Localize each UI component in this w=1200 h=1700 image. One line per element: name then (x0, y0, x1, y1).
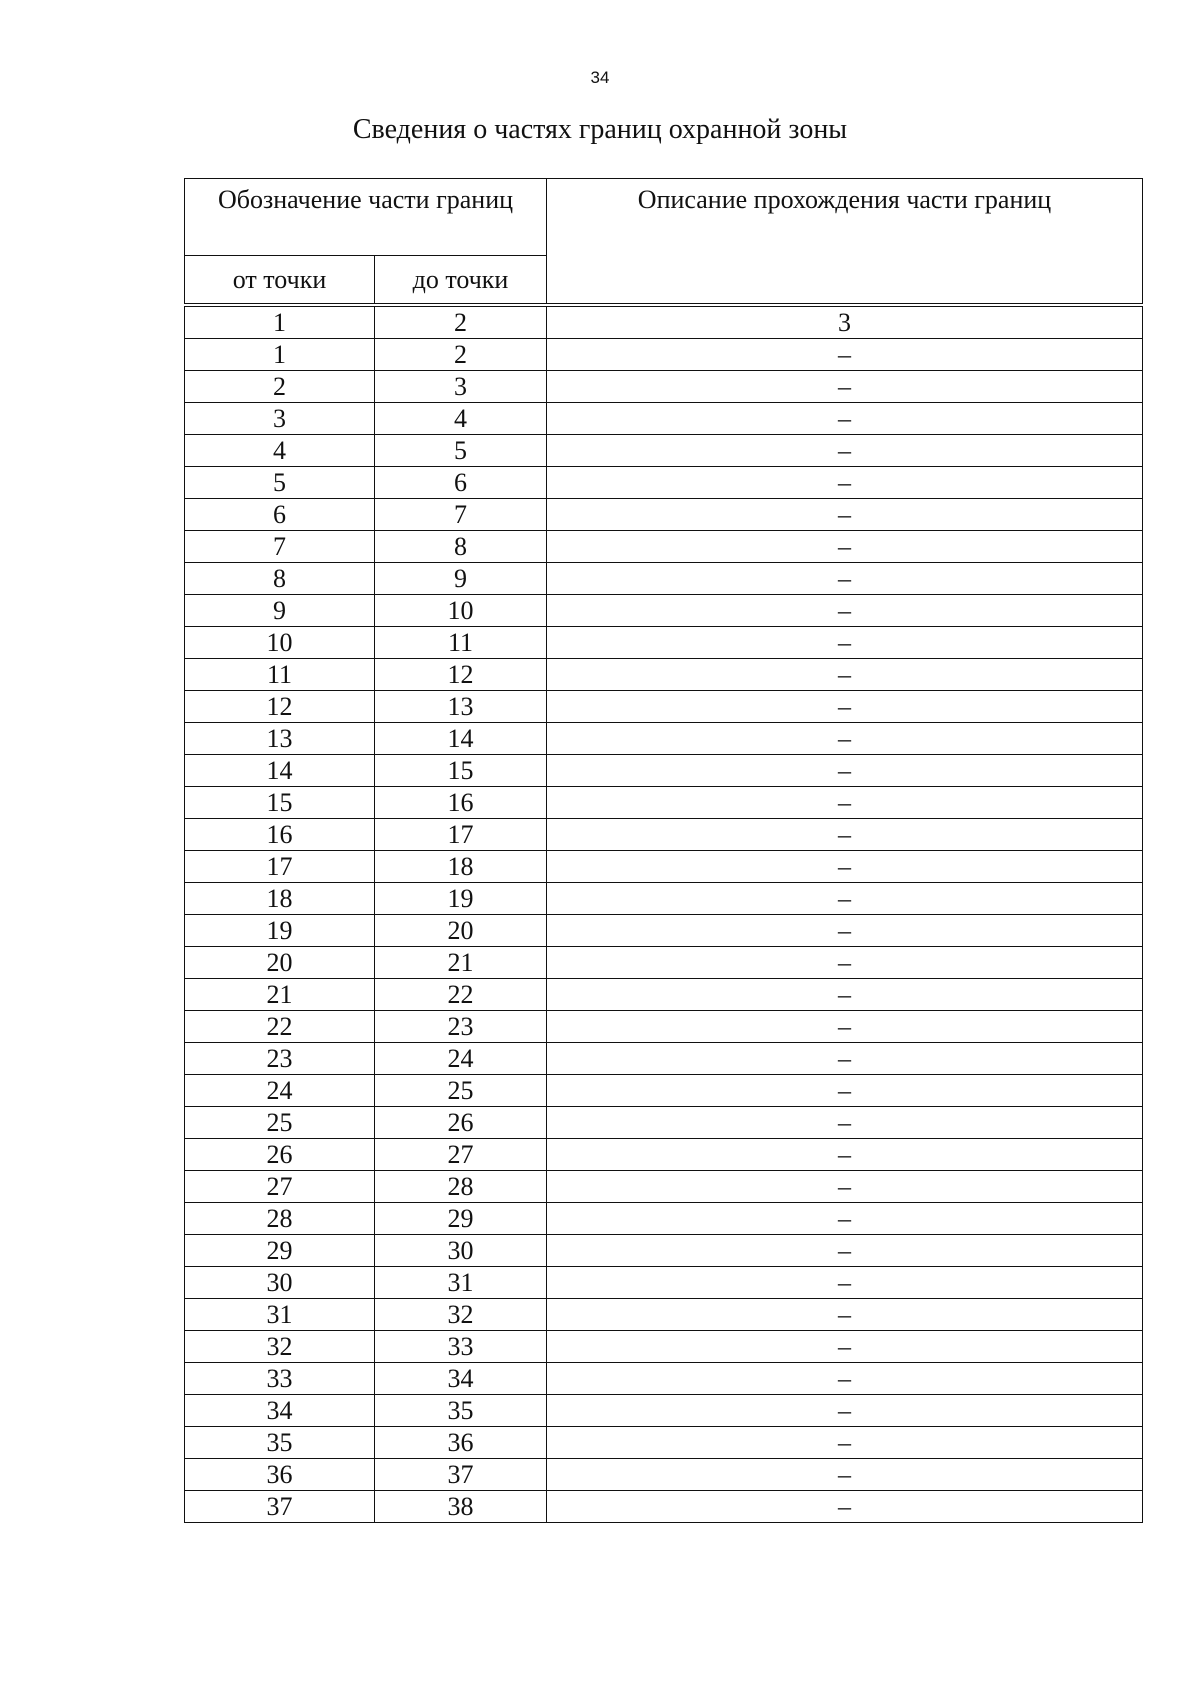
to-point-cell: 10 (375, 595, 547, 627)
header-to-point: до точки (375, 256, 547, 304)
table-row (185, 979, 1143, 1011)
description-cell: – (547, 1107, 1143, 1139)
from-point-cell: 28 (185, 1203, 375, 1235)
table-row (185, 691, 1143, 723)
from-point-cell: 13 (185, 723, 375, 755)
table-row (185, 1171, 1143, 1203)
to-point-cell: 28 (375, 1171, 547, 1203)
description-cell: – (547, 851, 1143, 883)
description-cell: – (547, 915, 1143, 947)
to-point-cell: 27 (375, 1139, 547, 1171)
to-point-cell: 9 (375, 563, 547, 595)
from-point-cell: 7 (185, 531, 375, 563)
from-point-cell: 26 (185, 1139, 375, 1171)
description-cell: – (547, 1427, 1143, 1459)
to-point-cell: 12 (375, 659, 547, 691)
from-point-cell: 23 (185, 1043, 375, 1075)
to-point-cell: 26 (375, 1107, 547, 1139)
description-cell: – (547, 1267, 1143, 1299)
column-number: 3 (547, 307, 1143, 339)
description-cell: – (547, 1235, 1143, 1267)
description-cell: – (547, 1331, 1143, 1363)
description-cell: – (547, 595, 1143, 627)
description-cell: – (547, 979, 1143, 1011)
to-point-cell: 5 (375, 435, 547, 467)
table-row (185, 1363, 1143, 1395)
description-cell: – (547, 339, 1143, 371)
to-point-cell: 4 (375, 403, 547, 435)
to-point-cell: 20 (375, 915, 547, 947)
description-cell: – (547, 1011, 1143, 1043)
from-point-cell: 4 (185, 435, 375, 467)
table-row (185, 1011, 1143, 1043)
table-row (185, 819, 1143, 851)
from-point-cell: 9 (185, 595, 375, 627)
from-point-cell: 37 (185, 1491, 375, 1523)
from-point-cell: 25 (185, 1107, 375, 1139)
table-row (185, 1459, 1143, 1491)
description-cell: – (547, 1043, 1143, 1075)
from-point-cell: 19 (185, 915, 375, 947)
column-number-row (185, 307, 1143, 339)
from-point-cell: 17 (185, 851, 375, 883)
from-point-cell: 10 (185, 627, 375, 659)
from-point-cell: 1 (185, 339, 375, 371)
from-point-cell: 30 (185, 1267, 375, 1299)
description-cell: – (547, 819, 1143, 851)
from-point-cell: 32 (185, 1331, 375, 1363)
table-row (185, 1075, 1143, 1107)
from-point-cell: 33 (185, 1363, 375, 1395)
table-body (185, 339, 1143, 1523)
table-row (185, 659, 1143, 691)
table-row (185, 1427, 1143, 1459)
table-row (185, 1299, 1143, 1331)
page-number: 34 (590, 68, 610, 87)
table-row (185, 755, 1143, 787)
from-point-cell: 29 (185, 1235, 375, 1267)
table-row (185, 339, 1143, 371)
from-point-cell: 34 (185, 1395, 375, 1427)
description-cell: – (547, 1299, 1143, 1331)
to-point-cell: 13 (375, 691, 547, 723)
from-point-cell: 5 (185, 467, 375, 499)
from-point-cell: 18 (185, 883, 375, 915)
to-point-cell: 22 (375, 979, 547, 1011)
description-cell: – (547, 499, 1143, 531)
to-point-cell: 8 (375, 531, 547, 563)
to-point-cell: 37 (375, 1459, 547, 1491)
from-point-cell: 27 (185, 1171, 375, 1203)
description-cell: – (547, 883, 1143, 915)
description-cell: – (547, 1075, 1143, 1107)
table-row (185, 627, 1143, 659)
table-header (185, 179, 1143, 339)
from-point-cell: 31 (185, 1299, 375, 1331)
to-point-cell: 19 (375, 883, 547, 915)
table-row (185, 947, 1143, 979)
description-cell: – (547, 627, 1143, 659)
from-point-cell: 11 (185, 659, 375, 691)
to-point-cell: 35 (375, 1395, 547, 1427)
to-point-cell: 18 (375, 851, 547, 883)
table-row (185, 1395, 1143, 1427)
from-point-cell: 6 (185, 499, 375, 531)
table-row (185, 723, 1143, 755)
description-cell: – (547, 1139, 1143, 1171)
description-cell: – (547, 659, 1143, 691)
description-cell: – (547, 787, 1143, 819)
from-point-cell: 36 (185, 1459, 375, 1491)
description-cell: – (547, 691, 1143, 723)
table-row (185, 403, 1143, 435)
to-point-cell: 21 (375, 947, 547, 979)
to-point-cell: 38 (375, 1491, 547, 1523)
to-point-cell: 11 (375, 627, 547, 659)
to-point-cell: 7 (375, 499, 547, 531)
from-point-cell: 20 (185, 947, 375, 979)
description-cell: – (547, 755, 1143, 787)
description-cell: – (547, 1395, 1143, 1427)
boundary-parts-table (184, 178, 1143, 1523)
from-point-cell: 12 (185, 691, 375, 723)
description-cell: – (547, 403, 1143, 435)
table-row (185, 883, 1143, 915)
page-title: Сведения о частях границ охранной зоны (352, 114, 848, 145)
column-number: 2 (375, 307, 547, 339)
table-row (185, 915, 1143, 947)
to-point-cell: 6 (375, 467, 547, 499)
table-row (185, 499, 1143, 531)
description-cell: – (547, 1363, 1143, 1395)
to-point-cell: 24 (375, 1043, 547, 1075)
description-cell: – (547, 531, 1143, 563)
to-point-cell: 25 (375, 1075, 547, 1107)
table-row (185, 851, 1143, 883)
description-cell: – (547, 947, 1143, 979)
header-from-point: от точки (185, 256, 375, 304)
description-cell: – (547, 467, 1143, 499)
description-cell: – (547, 723, 1143, 755)
to-point-cell: 31 (375, 1267, 547, 1299)
to-point-cell: 17 (375, 819, 547, 851)
from-point-cell: 35 (185, 1427, 375, 1459)
to-point-cell: 34 (375, 1363, 547, 1395)
table-row (185, 563, 1143, 595)
from-point-cell: 8 (185, 563, 375, 595)
description-cell: – (547, 1203, 1143, 1235)
table-row (185, 595, 1143, 627)
to-point-cell: 32 (375, 1299, 547, 1331)
from-point-cell: 16 (185, 819, 375, 851)
header-boundary-part-designation: Обозначение части границ (185, 179, 547, 256)
to-point-cell: 36 (375, 1427, 547, 1459)
description-cell: – (547, 435, 1143, 467)
to-point-cell: 3 (375, 371, 547, 403)
column-number: 1 (185, 307, 375, 339)
from-point-cell: 24 (185, 1075, 375, 1107)
to-point-cell: 33 (375, 1331, 547, 1363)
table-row (185, 371, 1143, 403)
table-row (185, 1043, 1143, 1075)
table-row (185, 1235, 1143, 1267)
table-row (185, 467, 1143, 499)
from-point-cell: 22 (185, 1011, 375, 1043)
table-row (185, 531, 1143, 563)
table-row (185, 1107, 1143, 1139)
table-row (185, 1203, 1143, 1235)
to-point-cell: 14 (375, 723, 547, 755)
from-point-cell: 14 (185, 755, 375, 787)
to-point-cell: 16 (375, 787, 547, 819)
from-point-cell: 21 (185, 979, 375, 1011)
header-boundary-description: Описание прохождения части границ (547, 179, 1143, 304)
to-point-cell: 30 (375, 1235, 547, 1267)
description-cell: – (547, 1491, 1143, 1523)
table-row (185, 1331, 1143, 1363)
to-point-cell: 15 (375, 755, 547, 787)
table-row (185, 1139, 1143, 1171)
to-point-cell: 23 (375, 1011, 547, 1043)
description-cell: – (547, 1171, 1143, 1203)
to-point-cell: 2 (375, 339, 547, 371)
from-point-cell: 2 (185, 371, 375, 403)
description-cell: – (547, 1459, 1143, 1491)
from-point-cell: 15 (185, 787, 375, 819)
description-cell: – (547, 371, 1143, 403)
from-point-cell: 3 (185, 403, 375, 435)
table-row (185, 1267, 1143, 1299)
description-cell: – (547, 563, 1143, 595)
table-row (185, 787, 1143, 819)
to-point-cell: 29 (375, 1203, 547, 1235)
table-row (185, 1491, 1143, 1523)
table-row (185, 435, 1143, 467)
